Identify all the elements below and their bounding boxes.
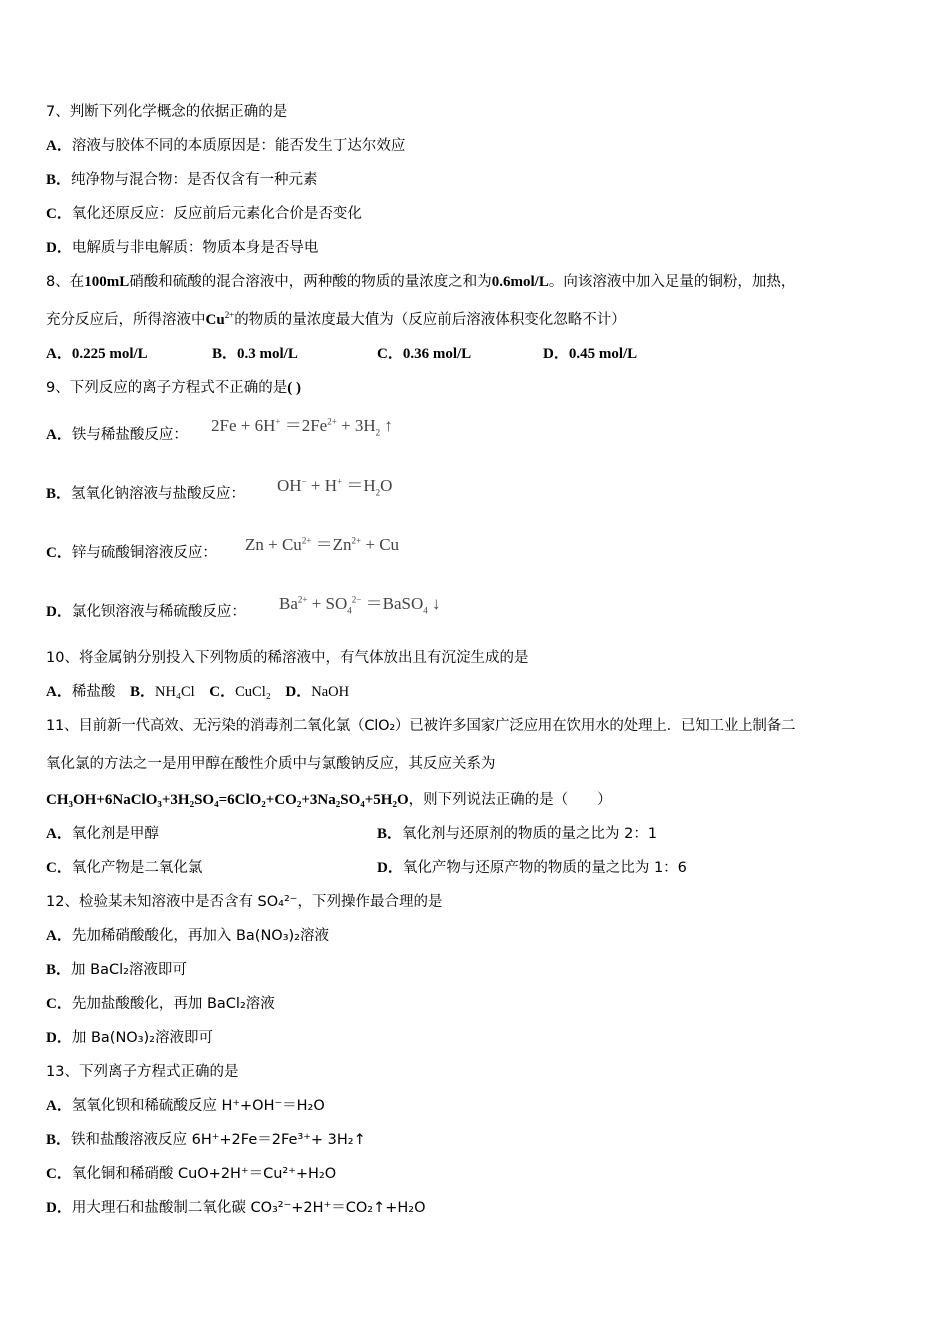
q9-option-a: A．铁与稀盐酸反应： xyxy=(46,427,188,443)
q12-option-a: A．先加稀硝酸酸化，再加入 Ba(NO₃)₂溶液 xyxy=(46,928,329,944)
q13-option-d: D．用大理石和盐酸制二氧化碳 CO₃²⁻+2H⁺＝CO₂↑+H₂O xyxy=(46,1200,426,1216)
q9-option-c: C．锌与硫酸铜溶液反应： xyxy=(46,545,217,561)
q11-option-c: C．氧化产物是二氧化氯 xyxy=(46,860,203,876)
question-10-stem: 10、将金属钠分别投入下列物质的稀溶液中，有气体放出且有沉淀生成的是 xyxy=(46,650,529,666)
q11-option-d: D．氧化产物与还原产物的物质的量之比为 1：6 xyxy=(377,860,687,876)
question-9-stem: 9、下列反应的离子方程式不正确的是( ) xyxy=(46,380,301,396)
q7-option-c: C．氧化还原反应：反应前后元素化合价是否变化 xyxy=(46,206,362,222)
q9-equation-d: $Ba^{2+} + SO_4^{2-}$ ＝BaSO$_4$ ↓ xyxy=(279,594,441,616)
q8-option-c: C．0.36 mol/L xyxy=(377,346,472,362)
q8-option-d: D．0.45 mol/L xyxy=(543,346,638,362)
q12-option-b: B．加 BaCl₂溶液即可 xyxy=(46,962,187,978)
question-8-stem-line1: 8、在100mL硝酸和硫酸的混合溶液中，两种酸的物质的量浓度之和为0.6mol/L。向该溶液中加入足量的铜粉，加热， xyxy=(46,274,796,290)
question-11-stem-line2: 氧化氯的方法之一是用甲醇在酸性介质中与氯酸钠反应，其反应关系为 xyxy=(46,756,496,772)
q12-option-c: C．先加盐酸酸化，再加 BaCl₂溶液 xyxy=(46,996,275,1012)
q13-option-c: C．氧化铜和稀硝酸 CuO+2H⁺＝Cu²⁺+H₂O xyxy=(46,1166,337,1182)
q9-equation-a: $2Fe + 6H^+ =2Fe^{2+} + 3H_2$ ↑ xyxy=(211,416,393,438)
question-12-stem: 12、检验某未知溶液中是否含有 SO₄²⁻，下列操作最合理的是 xyxy=(46,894,443,910)
question-11-stem-line1: 11、目前新一代高效、无污染的消毒剂二氧化氯（ClO₂）已被许多国家广泛应用在饮用水的处理上．已知工业上制备二 xyxy=(46,718,796,734)
q10-options: A．稀盐酸 B．NH₄Cl C．CuCl₂ D．NaOH xyxy=(46,684,350,700)
question-8-stem-line2: 充分反应后，所得溶液中$Cu^{2+}$的物质的量浓度最大值为（反应前后溶液体积变化忽略不计） xyxy=(46,310,626,328)
q7-option-d: D．电解质与非电解质：物质本身是否导电 xyxy=(46,240,319,256)
q8-option-b: B．0.3 mol/L xyxy=(212,346,298,362)
q9-equation-c: $Zn + Cu^{2+} =Zn^{2+} + Cu$ xyxy=(245,535,400,554)
q8-option-a: A．0.225 mol/L xyxy=(46,346,148,362)
q11-option-b: B．氧化剂与还原剂的物质的量之比为 2：1 xyxy=(377,826,658,842)
question-11-stem-line3: CH₃OH+6NaClO₃+3H₂SO₄=6ClO₂+CO₂+3Na₂SO₄+5H₂O，则下列说法正确的是（ ） xyxy=(46,792,612,808)
q11-option-a: A．氧化剂是甲醇 xyxy=(46,826,159,842)
question-7-stem: 7、判断下列化学概念的依据正确的是 xyxy=(46,104,288,120)
q9-option-b: B．氢氧化钠溶液与盐酸反应： xyxy=(46,486,246,502)
question-13-stem: 13、下列离子方程式正确的是 xyxy=(46,1064,239,1080)
q7-option-b: B．纯净物与混合物：是否仅含有一种元素 xyxy=(46,172,318,188)
q7-option-a: A．溶液与胶体不同的本质原因是：能否发生丁达尔效应 xyxy=(46,138,406,154)
q9-equation-b: $OH^- + H^+ =H_2O$ xyxy=(277,476,393,498)
q13-option-a: A．氢氧化钡和稀硫酸反应 H⁺+OH⁻＝H₂O xyxy=(46,1098,325,1114)
q12-option-d: D．加 Ba(NO₃)₂溶液即可 xyxy=(46,1030,213,1046)
q13-option-b: B．铁和盐酸溶液反应 6H⁺+2Fe＝2Fe³⁺+ 3H₂↑ xyxy=(46,1132,366,1148)
q9-option-d: D．氯化钡溶液与稀硫酸反应： xyxy=(46,604,246,620)
